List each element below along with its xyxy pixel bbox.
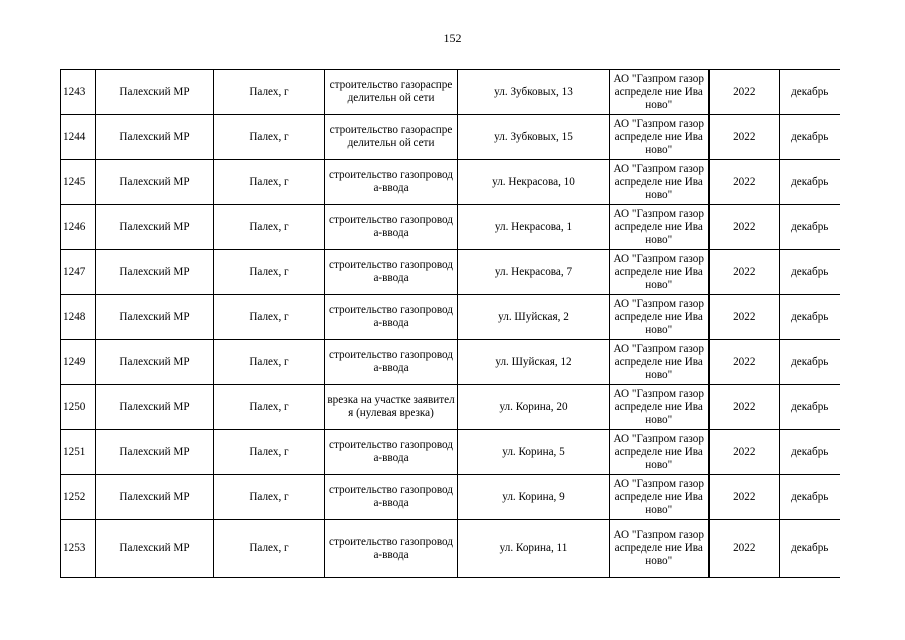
row-number: 1250 — [61, 385, 96, 430]
year-cell: 2022 — [709, 160, 780, 205]
work-type-cell: строительство газопровода-ввода — [325, 250, 458, 295]
year-cell: 2022 — [709, 295, 780, 340]
table-row — [61, 475, 840, 520]
work-type-cell: врезка на участке заявителя (нулевая врезка) — [325, 385, 458, 430]
row-number: 1247 — [61, 250, 96, 295]
row-number: 1252 — [61, 475, 96, 520]
month-cell: декабрь — [780, 430, 840, 475]
year-cell: 2022 — [709, 430, 780, 475]
gas-works-table — [60, 69, 840, 578]
work-type-cell: строительство газопровода-ввода — [325, 295, 458, 340]
row-number: 1251 — [61, 430, 96, 475]
address-cell: ул. Некрасова, 7 — [458, 250, 610, 295]
work-type-cell: строительство газораспределительн ой сети — [325, 70, 458, 115]
locality-cell: Палех, г — [214, 70, 325, 115]
work-type-cell: строительство газопровода-ввода — [325, 475, 458, 520]
address-cell: ул. Корина, 20 — [458, 385, 610, 430]
table-row — [61, 115, 840, 160]
year-cell: 2022 — [709, 475, 780, 520]
district-cell: Палехский МР — [96, 70, 214, 115]
district-cell: Палехский МР — [96, 475, 214, 520]
row-number: 1243 — [61, 70, 96, 115]
month-cell: декабрь — [780, 160, 840, 205]
month-cell: декабрь — [780, 385, 840, 430]
organization-cell: АО "Газпром газораспределе ние Иваново" — [610, 70, 709, 115]
address-cell: ул. Шуйская, 12 — [458, 340, 610, 385]
district-cell: Палехский МР — [96, 340, 214, 385]
table-row — [61, 70, 840, 115]
organization-cell: АО "Газпром газораспределе ние Иваново" — [610, 295, 709, 340]
table-row — [61, 385, 840, 430]
locality-cell: Палех, г — [214, 430, 325, 475]
page-number: 152 — [443, 31, 462, 45]
year-cell: 2022 — [709, 250, 780, 295]
address-cell: ул. Некрасова, 1 — [458, 205, 610, 250]
row-number: 1248 — [61, 295, 96, 340]
locality-cell: Палех, г — [214, 475, 325, 520]
month-cell: декабрь — [780, 70, 840, 115]
address-cell: ул. Корина, 9 — [458, 475, 610, 520]
locality-cell: Палех, г — [214, 160, 325, 205]
locality-cell: Палех, г — [214, 250, 325, 295]
table-row — [61, 250, 840, 295]
organization-cell: АО "Газпром газораспределе ние Иваново" — [610, 520, 709, 578]
address-cell: ул. Зубковых, 15 — [458, 115, 610, 160]
table-row — [61, 430, 840, 475]
row-number: 1249 — [61, 340, 96, 385]
table-row — [61, 520, 840, 578]
address-cell: ул. Корина, 11 — [458, 520, 610, 578]
row-number: 1246 — [61, 205, 96, 250]
locality-cell: Палех, г — [214, 520, 325, 578]
table-row — [61, 295, 840, 340]
year-cell: 2022 — [709, 520, 780, 578]
work-type-cell: строительство газопровода-ввода — [325, 205, 458, 250]
month-cell: декабрь — [780, 250, 840, 295]
table-body — [61, 70, 840, 578]
row-number: 1253 — [61, 520, 96, 578]
month-cell: декабрь — [780, 475, 840, 520]
organization-cell: АО "Газпром газораспределе ние Иваново" — [610, 115, 709, 160]
table-row — [61, 340, 840, 385]
locality-cell: Палех, г — [214, 115, 325, 160]
organization-cell: АО "Газпром газораспределе ние Иваново" — [610, 475, 709, 520]
locality-cell: Палех, г — [214, 385, 325, 430]
organization-cell: АО "Газпром газораспределе ние Иваново" — [610, 340, 709, 385]
row-number: 1245 — [61, 160, 96, 205]
district-cell: Палехский МР — [96, 205, 214, 250]
locality-cell: Палех, г — [214, 295, 325, 340]
district-cell: Палехский МР — [96, 520, 214, 578]
year-cell: 2022 — [709, 340, 780, 385]
work-type-cell: строительство газопровода-ввода — [325, 430, 458, 475]
work-type-cell: строительство газопровода-ввода — [325, 160, 458, 205]
row-number: 1244 — [61, 115, 96, 160]
work-type-cell: строительство газопровода-ввода — [325, 520, 458, 578]
locality-cell: Палех, г — [214, 205, 325, 250]
district-cell: Палехский МР — [96, 115, 214, 160]
district-cell: Палехский МР — [96, 160, 214, 205]
district-cell: Палехский МР — [96, 430, 214, 475]
district-cell: Палехский МР — [96, 295, 214, 340]
month-cell: декабрь — [780, 115, 840, 160]
organization-cell: АО "Газпром газораспределе ние Иваново" — [610, 160, 709, 205]
address-cell: ул. Корина, 5 — [458, 430, 610, 475]
address-cell: ул. Зубковых, 13 — [458, 70, 610, 115]
year-cell: 2022 — [709, 70, 780, 115]
year-cell: 2022 — [709, 385, 780, 430]
table-row — [61, 205, 840, 250]
work-type-cell: строительство газораспределительн ой сети — [325, 115, 458, 160]
district-cell: Палехский МР — [96, 250, 214, 295]
year-cell: 2022 — [709, 205, 780, 250]
month-cell: декабрь — [780, 205, 840, 250]
organization-cell: АО "Газпром газораспределе ние Иваново" — [610, 205, 709, 250]
address-cell: ул. Шуйская, 2 — [458, 295, 610, 340]
address-cell: ул. Некрасова, 10 — [458, 160, 610, 205]
month-cell: декабрь — [780, 340, 840, 385]
table-row — [61, 160, 840, 205]
organization-cell: АО "Газпром газораспределе ние Иваново" — [610, 250, 709, 295]
organization-cell: АО "Газпром газораспределе ние Иваново" — [610, 430, 709, 475]
year-cell: 2022 — [709, 115, 780, 160]
district-cell: Палехский МР — [96, 385, 214, 430]
work-type-cell: строительство газопровода-ввода — [325, 340, 458, 385]
locality-cell: Палех, г — [214, 340, 325, 385]
month-cell: декабрь — [780, 520, 840, 578]
organization-cell: АО "Газпром газораспределе ние Иваново" — [610, 385, 709, 430]
month-cell: декабрь — [780, 295, 840, 340]
